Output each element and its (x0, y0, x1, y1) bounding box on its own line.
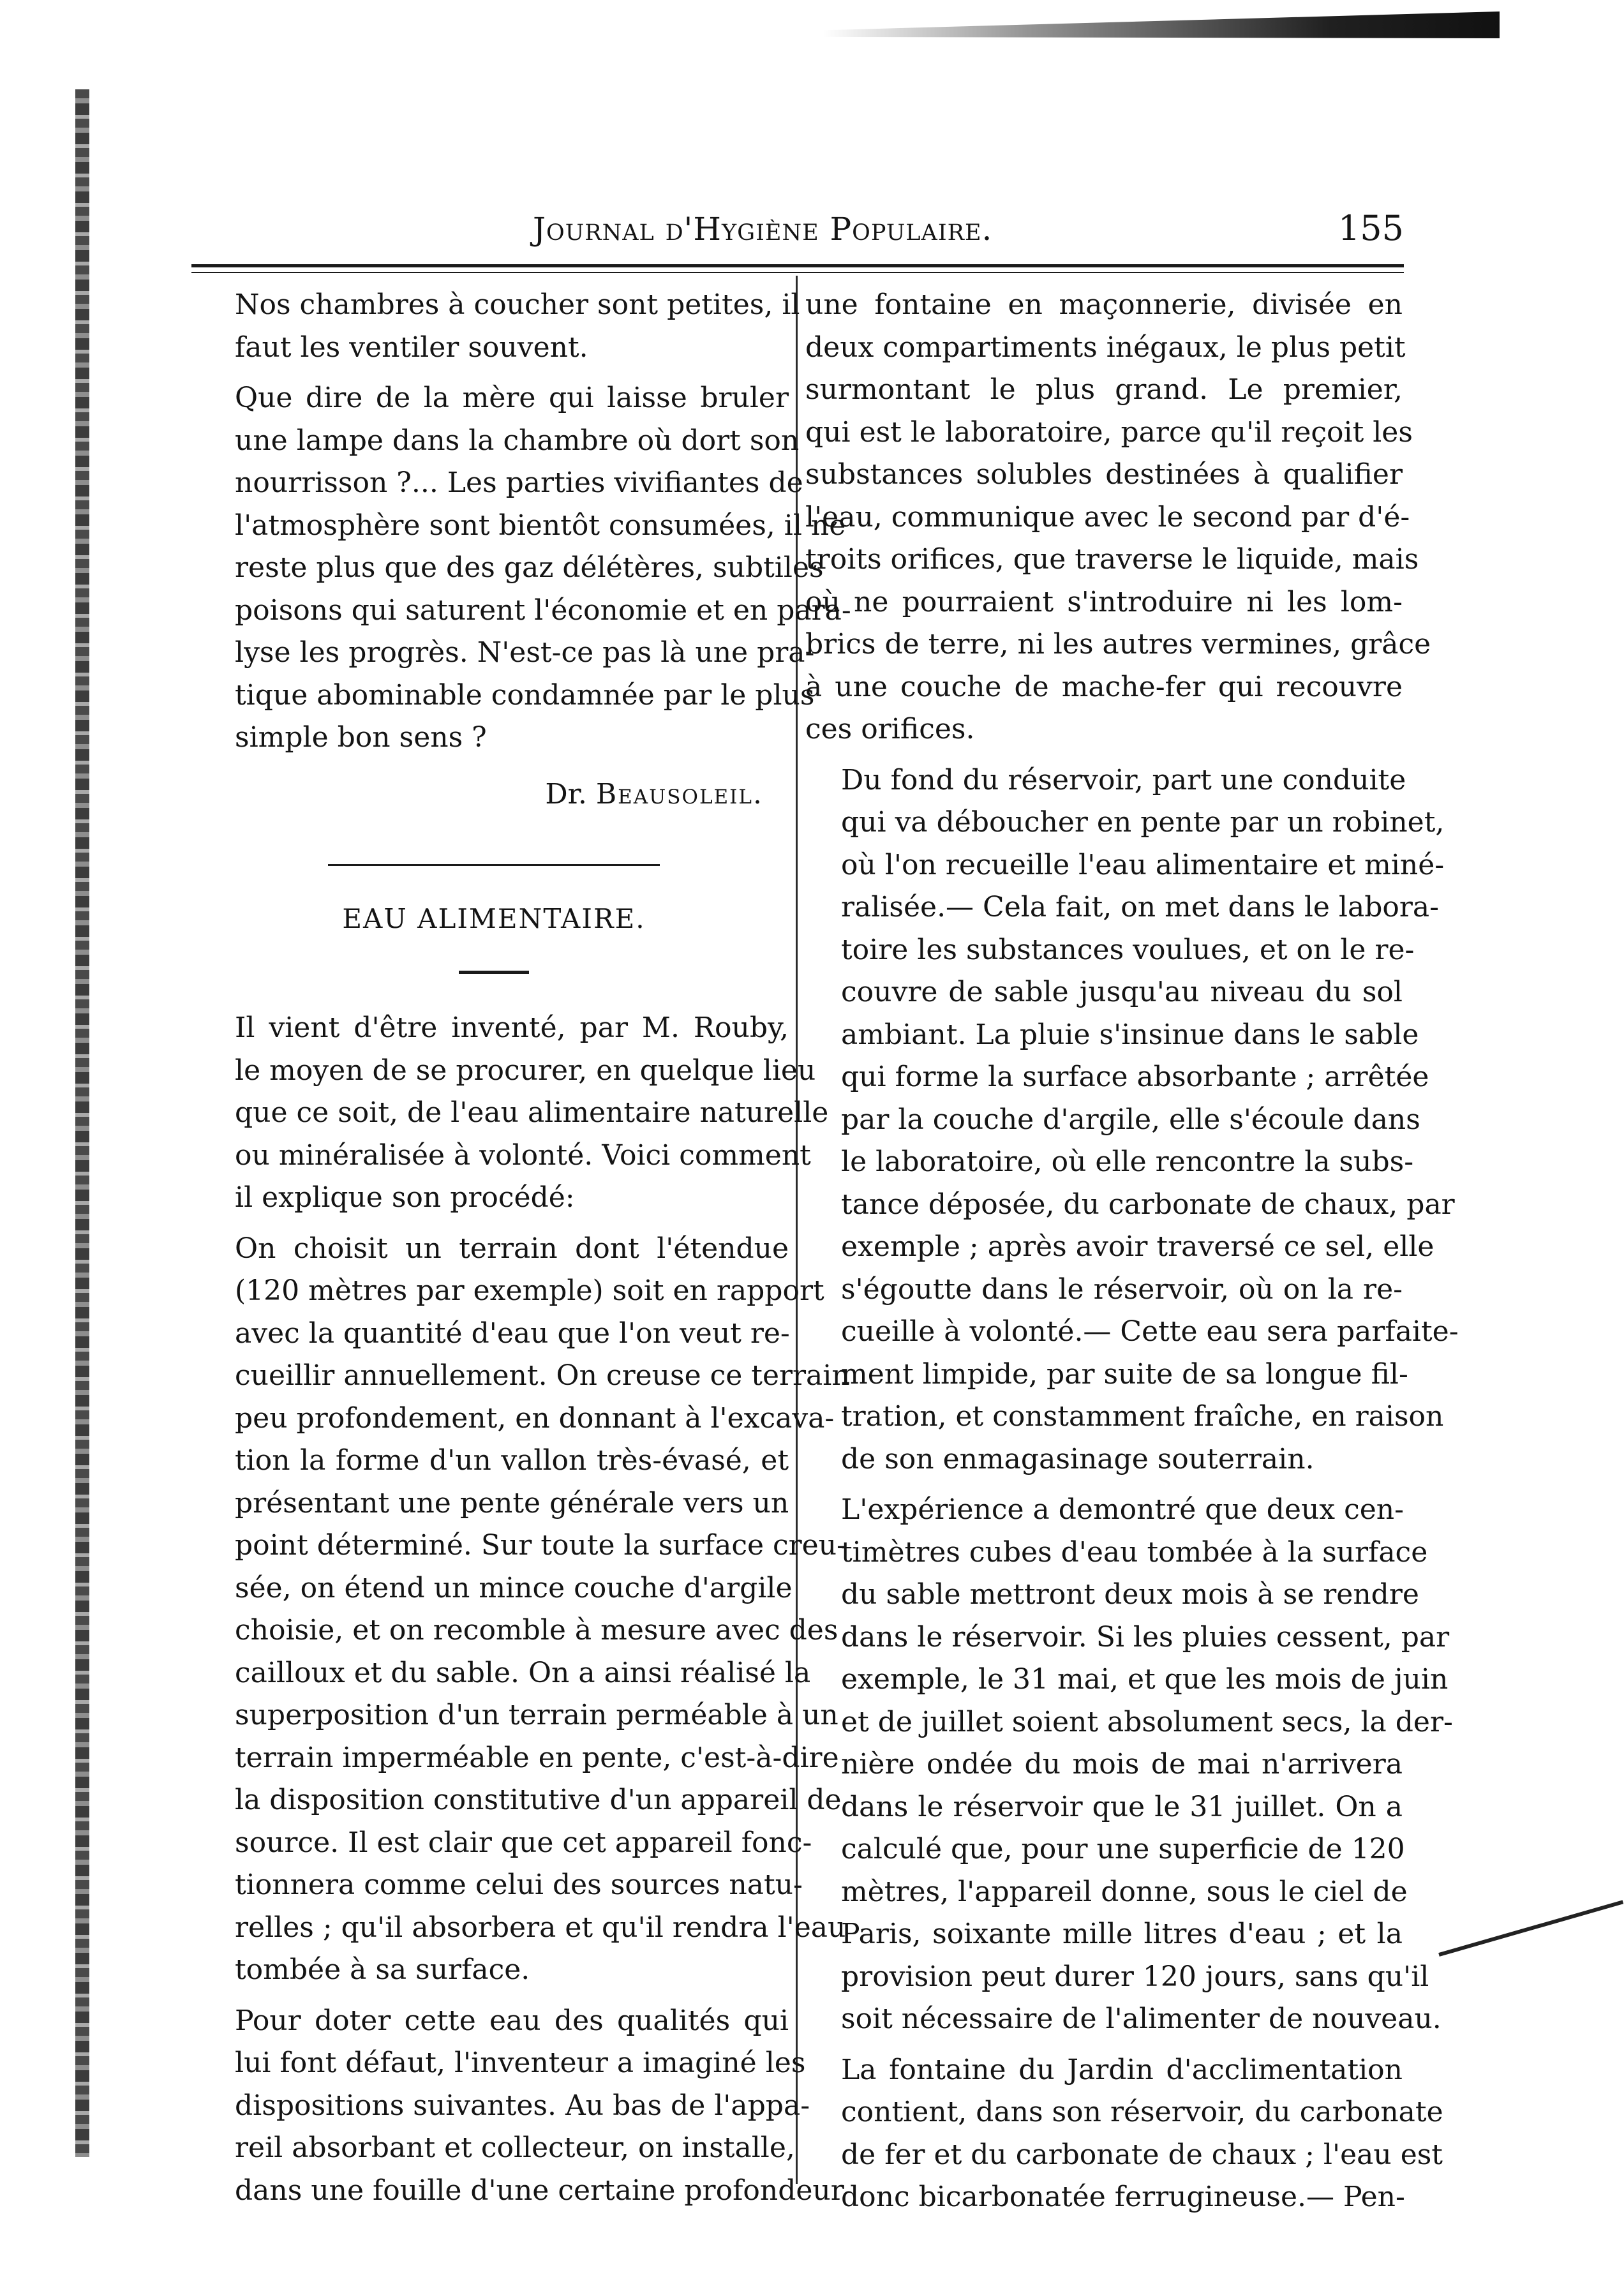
paragraph (805, 2049, 1443, 2219)
text-line: une fontaine en maçonnerie, divisée en (805, 288, 1403, 321)
text-line: L'expérience a demontré que deux cen- (841, 1493, 1404, 1526)
text-line: Paris, soixante mille litres d'eau ; et la (841, 1918, 1403, 1950)
text-line: simple bon sens ? (235, 721, 487, 754)
text-line: sée, on étend un mince couche d'argile (235, 1571, 793, 1604)
text-line: lyse les progrès. N'est-ce pas là une pra- (235, 636, 815, 669)
scan-binding-edge (75, 89, 89, 2157)
title-separator (459, 971, 529, 974)
text-line: (120 mètres par exemple) soit en rapport (235, 1274, 824, 1307)
text-line: s'égoutte dans le réservoir, où on la re- (841, 1273, 1403, 1306)
text-line: ralisée.— Cela fait, on met dans le labora- (841, 891, 1440, 923)
text-line: terrain imperméable en pente, c'est-à-dire (235, 1741, 839, 1774)
text-line: exemple ; après avoir traversé ce sel, elle (841, 1230, 1434, 1263)
text-line: la disposition constitutive d'un appareil de (235, 1784, 842, 1816)
text-line: reste plus que des gaz délétères, subtiles (235, 551, 824, 584)
text-line: brics de terre, ni les autres vermines, grâce (805, 628, 1431, 661)
text-line: le laboratoire, où elle rencontre la subs- (841, 1146, 1414, 1178)
text-line: surmontant le plus grand. Le premier, (805, 373, 1403, 406)
header-double-rule (191, 264, 1404, 273)
text-line: peu profondement, en donnant à l'excava- (235, 1401, 835, 1435)
text-line: calculé que, pour une superficie de 120 (841, 1833, 1405, 1865)
text-line: l'atmosphère sont bientôt consumées, il ne (235, 509, 846, 542)
paragraph (805, 284, 1431, 751)
text-line: le moyen de se procurer, en quelque lieu (235, 1054, 816, 1087)
text-line: deux compartiments inégaux, le plus petit (805, 331, 1406, 364)
text-line: superposition d'un terrain perméable à un (235, 1699, 838, 1731)
text-line: exemple, le 31 mai, et que les mois de juin (841, 1663, 1449, 1696)
right-column (805, 284, 1459, 2227)
text-line: ou minéralisée à volonté. Voici comment (235, 1138, 811, 1172)
text-line: relles ; qu'il absorbera et qu'il rendra l'eau (235, 1911, 846, 1944)
text-line: dans une fouille d'une certaine profondeur (235, 2174, 844, 2207)
text-line: ces orifices. (805, 713, 975, 745)
text-line: de son enmagasinage souterrain. (841, 1442, 1315, 1475)
text-line: substances solubles destinées à qualifier (805, 458, 1403, 491)
author-signature (199, 773, 789, 816)
text-line: cueillir annuellement. On creuse ce terrain (235, 1359, 850, 1392)
text-line: de fer et du carbonate de chaux ; l'eau est (841, 2138, 1443, 2171)
text-line: point déterminé. Sur toute la surface creu- (235, 1529, 846, 1562)
paragraph (199, 1007, 829, 1220)
scan-ink-smear (823, 11, 1500, 38)
text-line: tionnera comme celui des sources natu- (235, 1869, 803, 1901)
text-line: l'eau, communique avec le second par d'é- (805, 500, 1410, 534)
signature-name: Beausoleil. (595, 777, 763, 810)
text-line: cailloux et du sable. On a ainsi réalisé la (235, 1656, 811, 1689)
paragraph (199, 284, 800, 369)
margin-pen-stroke (1438, 1900, 1623, 1956)
text-line: que ce soit, de l'eau alimentaire naturelle (235, 1096, 829, 1129)
text-line: où ne pourraient s'introduire ni les lom- (805, 585, 1403, 618)
text-line: tration, et constamment fraîche, en raison (841, 1400, 1444, 1433)
text-line: couvre de sable jusqu'au niveau du sol (841, 976, 1403, 1008)
text-line: mètres, l'appareil donne, sous le ciel de (841, 1875, 1408, 1908)
page-number: 155 (1337, 208, 1404, 248)
text-line: choisie, et on recomble à mesure avec des (235, 1614, 838, 1646)
paragraph (199, 1228, 850, 1992)
text-line: Que dire de la mère qui laisse bruler (235, 382, 789, 414)
text-line: qui va déboucher en pente par un robinet, (841, 806, 1445, 839)
section-title: EAU ALIMENTAIRE. (342, 903, 646, 934)
text-line: avec la quantité d'eau que l'on veut re- (235, 1317, 790, 1350)
text-line: Il vient d'être inventé, par M. Rouby, (235, 1012, 789, 1044)
text-line: On choisit un terrain dont l'étendue (235, 1232, 789, 1265)
text-line: La fontaine du Jardin d'acclimentation (841, 2053, 1403, 2086)
text-line: provision peut durer 120 jours, sans qu'il (841, 1960, 1429, 1993)
article-separator (328, 864, 660, 866)
text-line: lui font défaut, l'inventeur a imaginé les (235, 2047, 806, 2079)
text-line: ment limpide, par suite de sa longue fil- (841, 1357, 1408, 1391)
paragraph (805, 1489, 1453, 2041)
text-line: tique abominable condamnée par le plus (235, 678, 815, 712)
text-line: à une couche de mache-fer qui recouvre (805, 670, 1403, 703)
text-line: nière ondée du mois de mai n'arrivera (841, 1748, 1403, 1781)
text-line: troits orifices, que traverse le liquide, mais (805, 543, 1419, 576)
text-line: présentant une pente générale vers un (235, 1486, 789, 1519)
text-line: Du fond du réservoir, part une conduite (841, 763, 1406, 796)
text-line: cueille à volonté.— Cette eau sera parfaite- (841, 1315, 1459, 1348)
text-line: source. Il est clair que cet appareil fonc- (235, 1826, 812, 1859)
text-line: qui forme la surface absorbante ; arrêtée (841, 1061, 1429, 1093)
text-line: dans le réservoir. Si les pluies cessent, par (841, 1620, 1450, 1654)
paragraph (805, 759, 1459, 1481)
text-line: qui est le laboratoire, parce qu'il reçoit les (805, 415, 1413, 449)
text-line: soit nécessaire de l'alimenter de nouveau. (841, 2003, 1441, 2035)
text-line: tombée à sa surface. (235, 1953, 530, 1986)
left-column (199, 284, 851, 2220)
text-line: nourrisson ?... Les parties vivifiantes de (235, 467, 803, 499)
text-line: tance déposée, du carbonate de chaux, par (841, 1188, 1455, 1221)
text-line: toire les substances voulues, et on le re- (841, 933, 1415, 966)
text-line: où l'on recueille l'eau alimentaire et miné- (841, 848, 1445, 881)
text-line: du sable mettront deux mois à se rendre (841, 1578, 1419, 1611)
running-title: Journal d'Hygiène Populaire. (533, 211, 993, 248)
text-line: Pour doter cette eau des qualités qui (235, 2004, 789, 2037)
text-line: dans le réservoir que le 31 juillet. On a (841, 1790, 1403, 1823)
text-line: tion la forme d'un vallon très-évasé, et (235, 1444, 789, 1477)
signature-prefix: Dr. (545, 777, 587, 810)
text-line: par la couche d'argile, elle s'écoule dans (841, 1103, 1420, 1136)
paragraph (199, 2000, 844, 2213)
text-line: et de juillet soient absolument secs, la der- (841, 1705, 1453, 1738)
text-line: contient, dans son réservoir, du carbonate (841, 2096, 1443, 2128)
paragraph (199, 377, 851, 759)
text-line: une lampe dans la chambre où dort son (235, 424, 800, 457)
text-line: Nos chambres à coucher sont petites, il (235, 288, 800, 321)
text-line: donc bicarbonatée ferrugineuse.— Pen- (841, 2181, 1405, 2213)
text-line: dispositions suivantes. Au bas de l'appa- (235, 2089, 810, 2122)
text-line: ambiant. La pluie s'insinue dans le sable (841, 1018, 1419, 1051)
page-header (191, 203, 1404, 254)
text-line: faut les ventiler souvent. (235, 331, 588, 364)
text-line: poisons qui saturent l'économie et en para- (235, 594, 851, 627)
text-line: reil absorbant et collecteur, on installe, (235, 2131, 795, 2164)
text-line: il explique son procédé: (235, 1181, 575, 1214)
text-line: timètres cubes d'eau tombée à la surface (841, 1535, 1428, 1569)
